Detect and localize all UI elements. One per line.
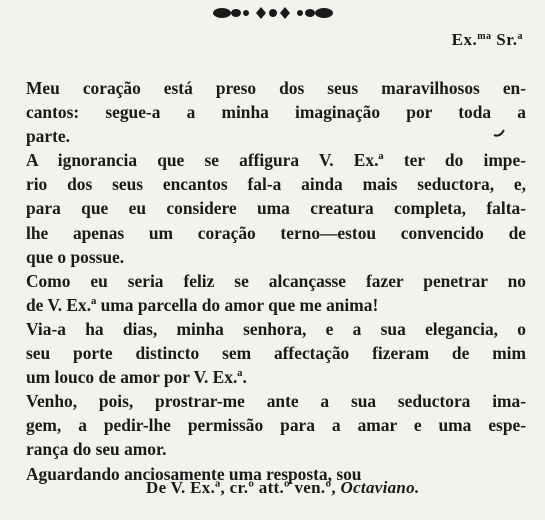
text-line: para que eu considere uma creatura completa, falta-	[26, 198, 526, 219]
paragraph-4	[26, 317, 526, 389]
signature-closing: De V. Ex.ª, cr.º att.º ven.º,	[146, 478, 336, 497]
text-line: rança do seu amor.	[26, 439, 167, 460]
salutation-part: Ex.	[451, 30, 478, 49]
letter-body	[26, 76, 526, 486]
text-line: Meu coração está preso dos seus maravilhosos en-	[26, 78, 526, 98]
text-line: rio dos seus encantos fal-a ainda mais seductora, e,	[26, 174, 526, 195]
text-line: Via-a ha dias, minha senhora, e a sua elegancia, o	[26, 318, 526, 339]
ink-mark-icon	[493, 128, 505, 138]
text-line: parte.	[26, 126, 70, 147]
paragraph-3	[26, 269, 526, 317]
signature-name: Octaviano.	[340, 478, 420, 497]
text-line: de V. Ex.ª uma parcella do amor que me anima!	[26, 294, 379, 315]
text-line: lhe apenas um coração terno—estou convencido de	[26, 222, 526, 243]
paragraph-5	[26, 389, 526, 461]
text-line: um louco de amor por V. Ex.ª.	[26, 367, 247, 388]
salutation-part: Sr.	[491, 30, 518, 49]
floral-ornament-icon	[212, 4, 334, 22]
paragraph-1	[26, 76, 526, 148]
signature	[146, 478, 420, 498]
text-line: que o possue.	[26, 246, 125, 267]
text-line: seu porte distincto sem affectação fizeram de mim	[26, 343, 526, 364]
text-line: A ignorancia que se affigura V. Ex.ª ter do impe-	[26, 150, 526, 171]
text-line: Venho, pois, prostrar-me ante a sua seductora ima-	[26, 391, 526, 412]
paragraph-2	[26, 148, 526, 268]
salutation	[452, 30, 523, 50]
text-line: gem, a pedir-lhe permissão para a amar e uma espe-	[26, 415, 526, 436]
text-line: Aguardando anciosamente uma resposta, sou	[26, 463, 362, 484]
salutation-superscript: ma	[477, 31, 492, 42]
text-line: cantos: segue-a a minha imaginação por toda a	[26, 102, 526, 123]
text-line: Como eu seria feliz se alcançasse fazer penetrar no	[26, 270, 526, 291]
salutation-superscript: a	[517, 31, 523, 42]
